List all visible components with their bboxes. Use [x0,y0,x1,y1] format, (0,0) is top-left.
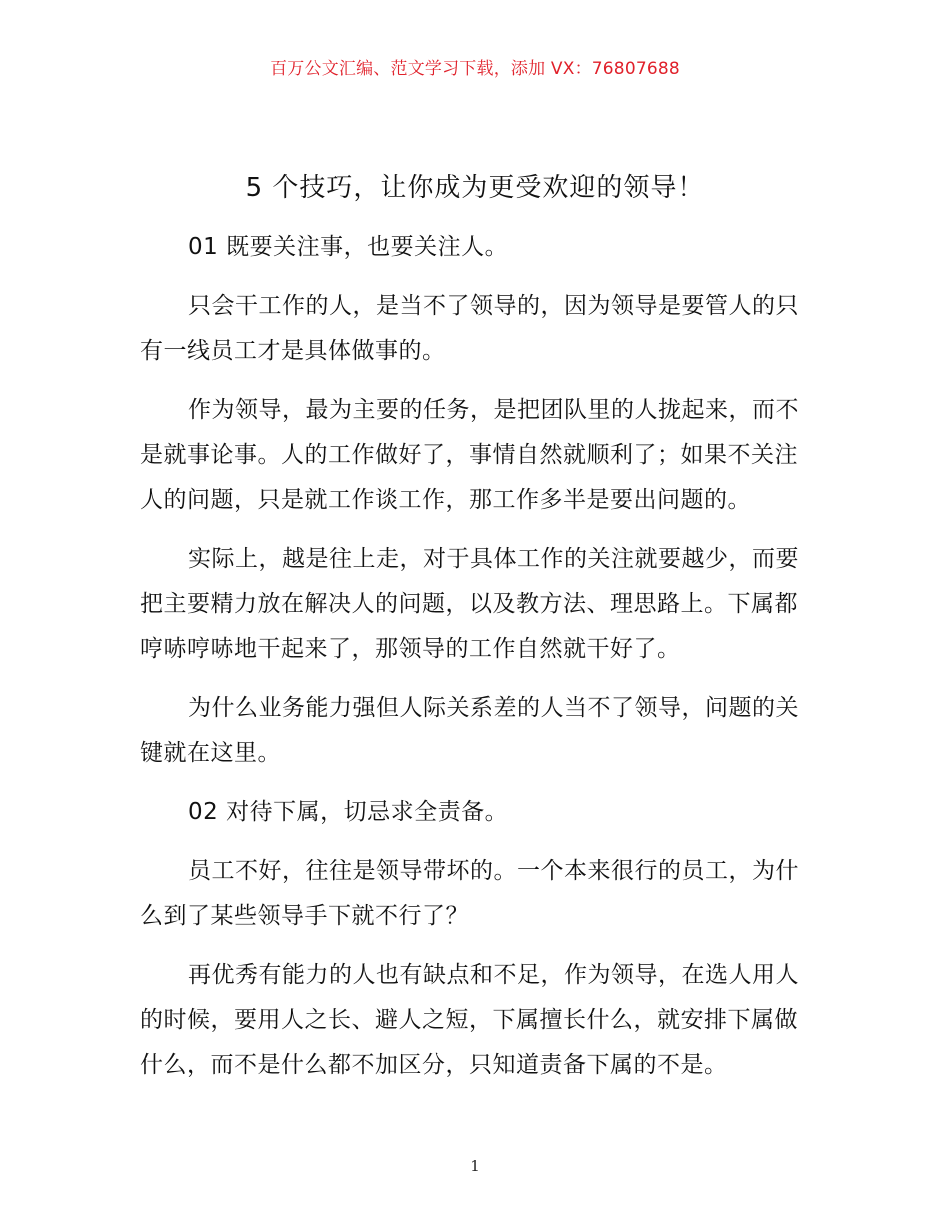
section-heading-02: 02 对待下属，切忌求全责备。 [188,799,509,825]
paragraph: 为什么业务能力强但人际关系差的人当不了领导，问题的关键就在这里。 [140,695,799,766]
paragraph: 实际上，越是往上走，对于具体工作的关注就要越少，而要把主要精力放在解决人的问题，以及教方法、理思路上。下属都哼哧哼哧地干起来了，那领导的工作自然就干好了。 [140,546,799,662]
paragraph: 作为领导，最为主要的任务，是把团队里的人拢起来，而不是就事论事。人的工作做好了，事情自然就顺利了；如果不关注人的问题，只是就工作谈工作，那工作多半是要出问题的。 [140,397,799,513]
page-number: 1 [470,1157,480,1175]
paragraph: 员工不好，往往是领导带坏的。一个本来很行的员工，为什么到了某些领导手下就不行了？ [140,858,799,929]
header-banner: 百万公文汇编、范文学习下载，添加 VX：76807688 [270,59,680,79]
section-heading-01: 01 既要关注事，也要关注人。 [188,234,509,260]
body-text [140,225,820,1102]
page-title: 5 个技巧，让你成为更受欢迎的领导！ [245,173,705,203]
paragraph: 只会干工作的人，是当不了领导的，因为领导是要管人的只有一线员工才是具体做事的。 [140,293,799,364]
paragraph: 再优秀有能力的人也有缺点和不足，作为领导，在选人用人的时候，要用人之长、避人之短，下属擅长什么，就安排下属做什么，而不是什么都不加区分，只知道责备下属的不是。 [140,962,799,1078]
